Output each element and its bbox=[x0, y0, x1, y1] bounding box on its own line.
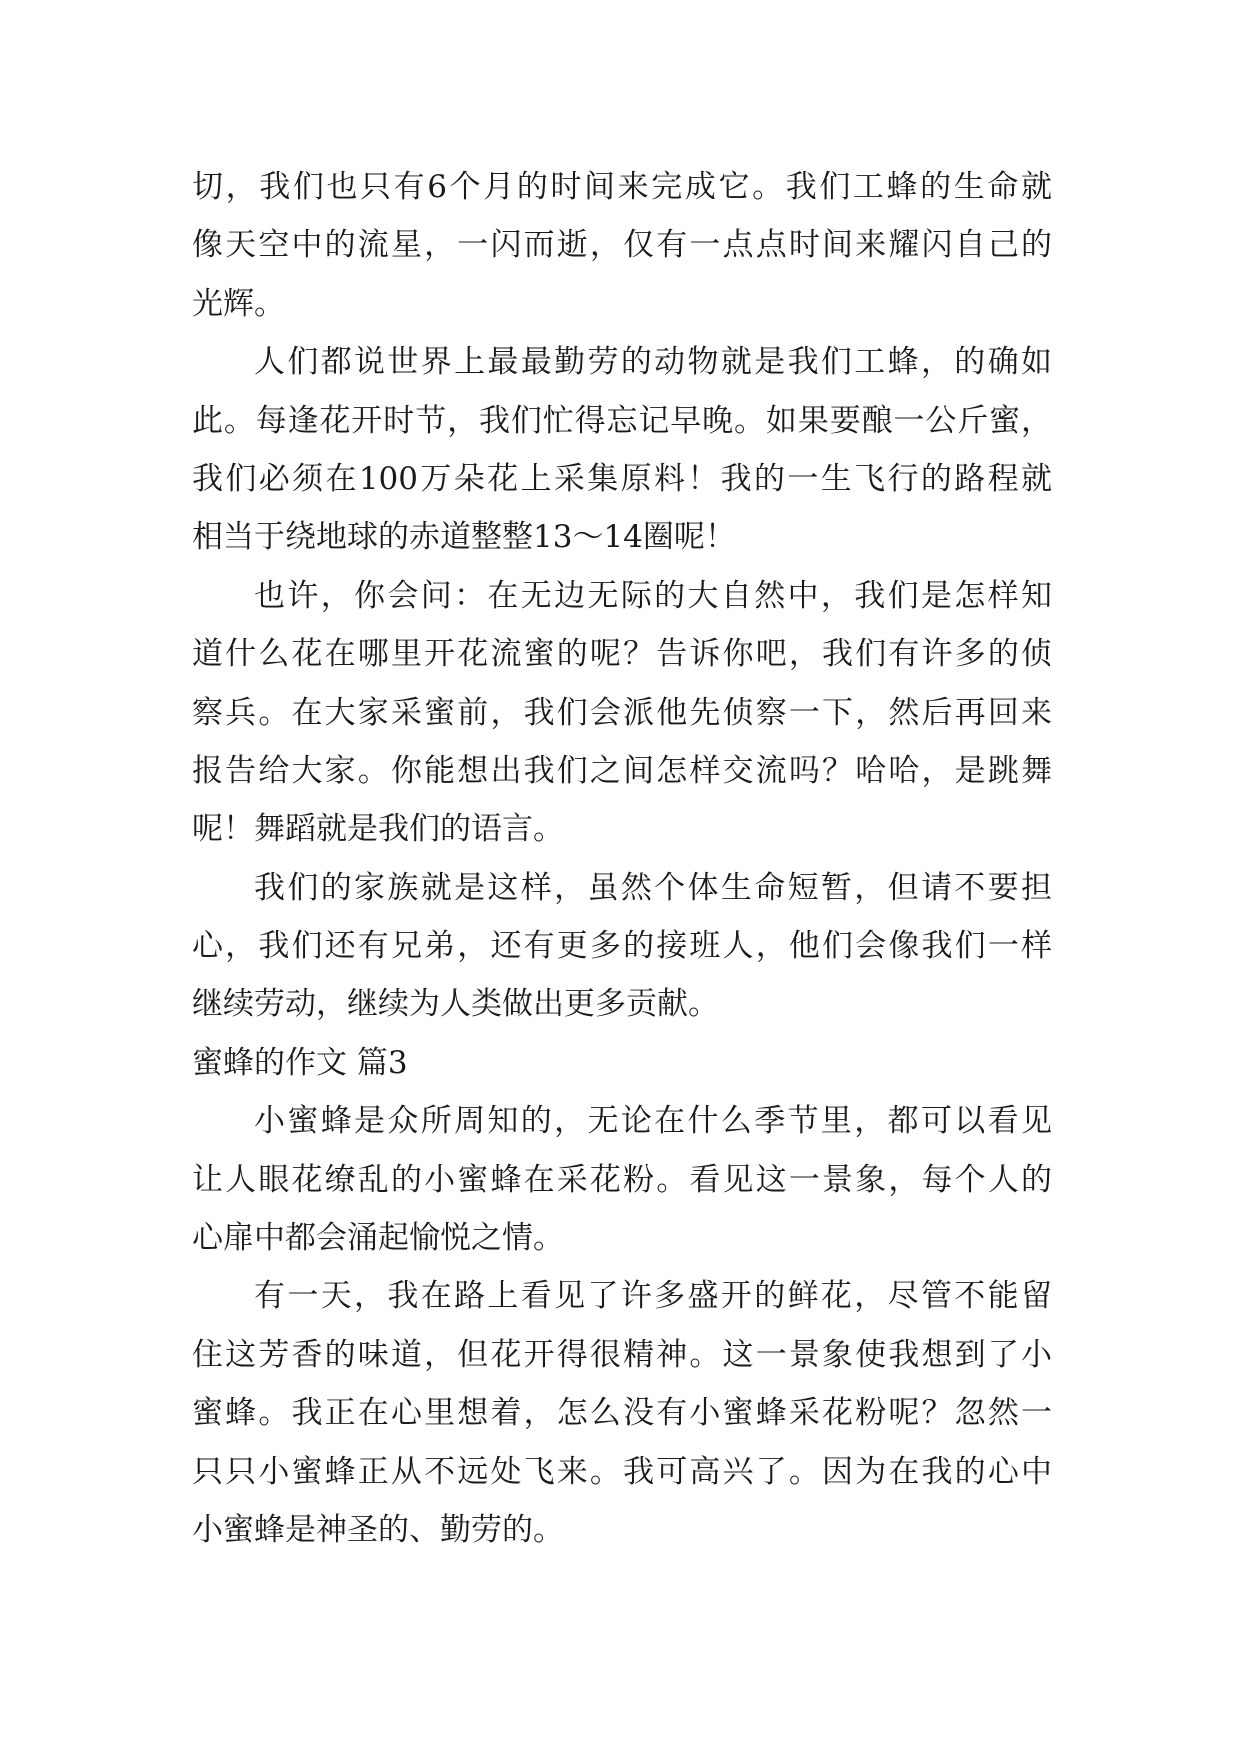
paragraph-line: 我们的家族就是这样，虽然个体生命短暂，但请不要担 bbox=[254, 869, 1052, 906]
paragraph-line: 光辉。 bbox=[192, 285, 285, 322]
paragraph-line: 此。每逢花开时节，我们忙得忘记早晚。如果要酿一公斤蜜， bbox=[192, 402, 1052, 439]
paragraph-line: 相当于绕地球的赤道整整13～14圈呢！ bbox=[192, 519, 736, 556]
paragraph-line: 心扉中都会涌起愉悦之情。 bbox=[192, 1220, 564, 1257]
paragraph-line: 像天空中的流星，一闪而逝，仅有一点点时间来耀闪自己的 bbox=[192, 227, 1052, 264]
paragraph-line: 我们必须在100万朵花上采集原料！我的一生飞行的路程就 bbox=[192, 460, 1052, 497]
paragraph-line: 让人眼花缭乱的小蜜蜂在采花粉。看见这一景象，每个人的 bbox=[192, 1161, 1052, 1198]
paragraph-line: 报告给大家。你能想出我们之间怎样交流吗？哈哈，是跳舞 bbox=[192, 752, 1052, 789]
paragraph-line: 也许，你会问：在无边无际的大自然中，我们是怎样知 bbox=[254, 577, 1052, 614]
paragraph-line: 人们都说世界上最最勤劳的动物就是我们工蜂，的确如 bbox=[254, 344, 1052, 381]
paragraph-line: 有一天，我在路上看见了许多盛开的鲜花，尽管不能留 bbox=[254, 1278, 1052, 1315]
paragraph-line: 只只小蜜蜂正从不远处飞来。我可高兴了。因为在我的心中 bbox=[192, 1453, 1052, 1490]
paragraph-line: 呢！舞蹈就是我们的语言。 bbox=[192, 811, 564, 848]
paragraph-line: 蜜蜂。我正在心里想着，怎么没有小蜜蜂采花粉呢？忽然一 bbox=[192, 1395, 1052, 1432]
document-body bbox=[192, 158, 1052, 1559]
section-heading: 蜜蜂的作文 篇3 bbox=[192, 1044, 408, 1081]
paragraph-line: 心，我们还有兄弟，还有更多的接班人，他们会像我们一样 bbox=[192, 928, 1052, 965]
paragraph-line: 小蜜蜂是神圣的、勤劳的。 bbox=[192, 1511, 564, 1548]
paragraph-line: 察兵。在大家采蜜前，我们会派他先侦察一下，然后再回来 bbox=[192, 694, 1052, 731]
paragraph-line: 小蜜蜂是众所周知的，无论在什么季节里，都可以看见 bbox=[254, 1103, 1052, 1140]
paragraph-line: 继续劳动，继续为人类做出更多贡献。 bbox=[192, 986, 719, 1023]
paragraph-line: 切，我们也只有6个月的时间来完成它。我们工蜂的生命就 bbox=[192, 169, 1052, 205]
paragraph-line: 道什么花在哪里开花流蜜的呢？告诉你吧，我们有许多的侦 bbox=[192, 636, 1052, 673]
paragraph-line: 住这芳香的味道，但花开得很精神。这一景象使我想到了小 bbox=[192, 1336, 1052, 1373]
